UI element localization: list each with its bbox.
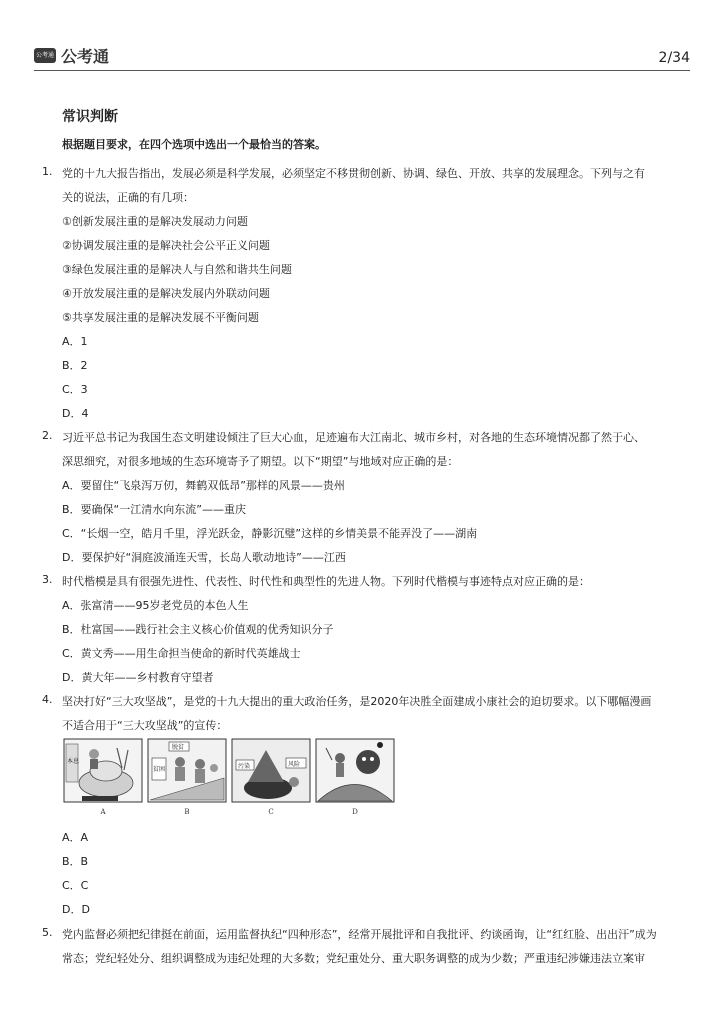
answer-option: D．D xyxy=(62,903,90,916)
answer-option: A．张富清——95岁老党员的本色人生 xyxy=(62,599,249,612)
answer-option: B．要确保“一江清水向东流”——重庆 xyxy=(62,503,246,516)
statement-item: ②协调发展注重的是解决社会公平正义问题 xyxy=(62,239,270,252)
cartoon-panel-a xyxy=(64,739,142,802)
question-stem: 深思细究，对很多地域的生态环境寄予了期望。以下“期望”与地域对应正确的是： xyxy=(62,455,459,468)
answer-option: C．“长烟一空，皓月千里，浮光跃金，静影沉璧”这样的乡情美景不能弄没了——湖南 xyxy=(62,527,478,540)
answer-option: A．要留住“飞泉泻万仞，舞鹤双低昂”那样的风景——贵州 xyxy=(62,479,345,492)
question-stem: 常态；党纪轻处分、组织调整成为违纪处理的大多数；党纪重处分、重大职务调整的成为少数；严重违纪涉嫌违法立案审 xyxy=(62,952,645,965)
answer-option: D．要保护好“洞庭波涌连天雪，长岛人歌动地诗”——江西 xyxy=(62,551,346,564)
instruction: 根据题目要求，在四个选项中选出一个最恰当的答案。 xyxy=(62,138,326,151)
answer-option: B．杜富国——践行社会主义核心价值观的优秀知识分子 xyxy=(62,623,334,636)
question-stem: 关的说法，正确的有几项： xyxy=(62,191,194,204)
cartoon-text: 风险 xyxy=(288,761,301,768)
logo xyxy=(34,44,109,67)
cartoon-panel-b xyxy=(148,739,226,802)
cartoon-panel-d xyxy=(316,739,394,802)
question-stem: 党内监督必须把纪律挺在前面，运用监督执纪“四种形态”，经常开展批评和自我批评、约谈函询，让“红红脸、出出汗”成为 xyxy=(62,928,657,941)
question-number: 3. xyxy=(42,573,53,586)
cartoon-strip xyxy=(62,738,402,818)
page-number: 2/34 xyxy=(658,50,690,66)
answer-option: A．A xyxy=(62,831,89,844)
section-title: 常识判断 xyxy=(62,109,118,125)
logo-badge: 公考通 xyxy=(34,48,56,63)
question-stem: 不适合用于“三大攻坚战”的宣传： xyxy=(62,719,228,732)
statement-item: ③绿色发展注重的是解决人与自然和谐共生问题 xyxy=(62,263,292,276)
answer-option: C．C xyxy=(62,879,89,892)
question-number: 2. xyxy=(42,429,53,442)
cartoon-label: D xyxy=(352,808,358,816)
cartoon-panel-c xyxy=(232,739,310,802)
answer-option: C．黄文秀——用生命担当使命的新时代英雄战士 xyxy=(62,647,301,660)
statement-item: ④开放发展注重的是解决发展内外联动问题 xyxy=(62,287,270,300)
answer-option: D．4 xyxy=(62,407,89,420)
question-number: 1. xyxy=(42,165,53,178)
cartoon-text: 污染 xyxy=(238,763,251,770)
answer-option: B．2 xyxy=(62,359,88,372)
cartoon-label: B xyxy=(184,808,190,816)
cartoon-text: 本息 xyxy=(67,758,80,765)
question-stem: 习近平总书记为我国生态文明建设倾注了巨大心血，足迹遍布大江南北、城市乡村，对各地的生态环境情况都了然于心、 xyxy=(62,431,645,444)
cartoon-strip-image xyxy=(62,738,402,818)
question-stem: 党的十九大报告指出，发展必须是科学发展，必须坚定不移贯彻创新、协调、绿色、开放、共享的发展理念。下列与之有 xyxy=(62,167,645,180)
statement-item: ⑤共享发展注重的是解决发展不平衡问题 xyxy=(62,311,259,324)
cartoon-text: 贫困 xyxy=(153,766,166,773)
logo-text: 公考通 xyxy=(61,47,110,66)
answer-option: D．黄大年——乡村教育守望者 xyxy=(62,671,214,684)
answer-option: A．1 xyxy=(62,335,88,348)
answer-option: B．B xyxy=(62,855,89,868)
question-number: 5. xyxy=(42,926,53,939)
answer-option: C．3 xyxy=(62,383,88,396)
statement-item: ①创新发展注重的是解决发展动力问题 xyxy=(62,215,248,228)
page-header xyxy=(34,40,690,71)
question-stem: 时代楷模是具有很强先进性、代表性、时代性和典型性的先进人物。下列时代楷模与事迹特点对应正确的是： xyxy=(62,575,590,588)
question-stem: 坚决打好“三大攻坚战”，是党的十九大提出的重大政治任务，是2020年决胜全面建成小康社会的迫切要求。以下哪幅漫画 xyxy=(62,695,652,708)
cartoon-label: C xyxy=(268,808,274,816)
question-number: 4. xyxy=(42,693,53,706)
cartoon-text: 脱贫 xyxy=(172,744,185,751)
cartoon-label: A xyxy=(100,808,106,816)
